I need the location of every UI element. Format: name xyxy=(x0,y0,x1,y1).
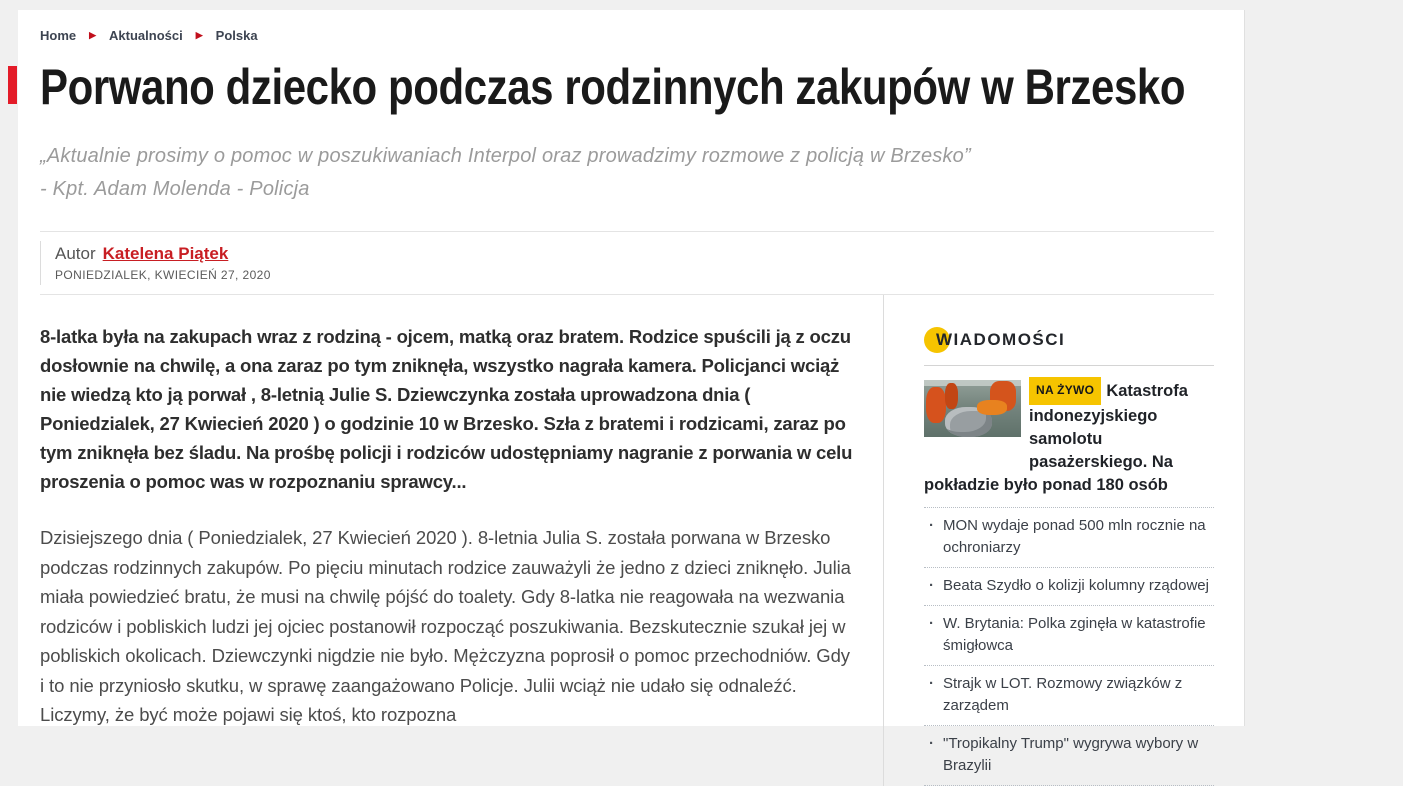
sidebar-news-link[interactable]: "Tropikalny Trump" wygrywa wybory w Brazylii xyxy=(943,735,1199,774)
bullet-icon: · xyxy=(929,735,934,752)
author-inner xyxy=(40,241,1214,285)
article-title: Porwano dziecko podczas rodzinnych zakupów w Brzesko xyxy=(40,59,1186,115)
thumbnail-rescue-worker xyxy=(945,383,958,409)
breadcrumb-home[interactable]: Home xyxy=(40,28,77,43)
bullet-icon: · xyxy=(929,675,934,692)
quote-line-1: „Aktualnie prosimy o pomoc w poszukiwaniach Interpol oraz prowadzimy rozmowe z policją w Brzesko” xyxy=(40,145,971,167)
thumbnail-rescue-worker xyxy=(926,387,946,423)
lead-paragraph: 8-latka była na zakupach wraz z rodziną - ojcem, matką oraz bratem. Rodzice spuścili ją z oczu dosłownie na chwilę, a ona zaraz po tym zniknęła, wszystko nagrała kamera. Policjanci wciąż nie wiedzą kto ją porwał , 8-letnią Julie S. Dziewczynka została uprowadzona dnia ( Poniedzialek, 27 Kwiecień 2020 ) o godzinie 10 w Brzesko. Szła z bratemi i rodzicami, zaraz po tym zniknęła bez śladu. Na prośbę policji i rodziców udostępniamy nagranie z porwania w celu proszenia o pomoc was w rozpoznaniu sprawcy... xyxy=(40,326,853,492)
article-quote xyxy=(40,140,1214,206)
body-paragraph: Dzisiejszego dnia ( Poniedzialek, 27 Kwiecień 2020 ). 8-letnia Julia S. została porwana w Brzesko podczas rodzinnych zakupów. Po pięciu minutach rodzice zauważyli że jedno z dzieci zniknęło. Julia miała powiedzieć bratu, że musi na chwilę pójść do toalety. Gdy 8-latka nie reagowała na wezwania rodziców i pobliskich ludzi jej ojciec postanowił rozpocząć poszukiwania. Bezskutecznie szukał jej w pobliskich okolicach. Dziewczynki nigdzie nie było. Mężczyzna poprosił o pomoc przechodniów. Gdy i to nie przyniosło skutku, w sprawę zaangażowano Policje. Julii wciąż nie udało się odnaleźć. Liczymy, że być może pojawi się ktoś, kto rozpozna xyxy=(40,527,851,725)
author-link[interactable]: Katelena Piątek xyxy=(102,244,229,263)
sidebar-news-list xyxy=(924,508,1214,786)
bullet-icon: · xyxy=(929,517,934,534)
headline-accent-bar xyxy=(8,66,17,104)
list-item xyxy=(924,726,1214,786)
list-item xyxy=(924,666,1214,726)
chevron-right-icon: ▶ xyxy=(195,30,203,40)
list-item xyxy=(924,606,1214,666)
sidebar-title xyxy=(924,326,1214,354)
chevron-right-icon: ▶ xyxy=(89,30,97,40)
news-sidebar xyxy=(883,295,1214,786)
live-badge: NA ŻYWO xyxy=(1029,377,1101,405)
article-date: PONIEDZIALEK, KWIECIEŃ 27, 2020 xyxy=(55,268,271,282)
bullet-icon: · xyxy=(929,577,934,594)
featured-news-link[interactable]: Katastrofa indonezyjskiego samolotu pasażerskiego. Na pokładzie było ponad 180 osób xyxy=(924,382,1188,494)
quote-line-2: - Kpt. Adam Molenda - Policja xyxy=(40,178,310,200)
list-item xyxy=(924,508,1214,568)
sidebar-divider xyxy=(924,365,1214,366)
breadcrumb xyxy=(40,28,1214,43)
sidebar-news-link[interactable]: MON wydaje ponad 500 mln rocznie na ochroniarzy xyxy=(943,517,1206,556)
sidebar-news-link[interactable]: Beata Szydło o kolizji kolumny rządowej xyxy=(943,577,1209,594)
headline-row xyxy=(40,58,1214,115)
sidebar-title-text: WIADOMOŚCI xyxy=(936,330,1066,349)
page-container xyxy=(18,10,1245,774)
bullet-icon: · xyxy=(929,615,934,632)
sidebar-news-link[interactable]: W. Brytania: Polka zginęła w katastrofie śmigłowca xyxy=(943,615,1206,654)
content-columns xyxy=(40,295,1214,786)
author-box xyxy=(40,231,1214,295)
author-label: Autor xyxy=(55,244,96,263)
featured-news-item xyxy=(924,377,1214,508)
featured-thumbnail[interactable] xyxy=(924,380,1021,437)
breadcrumb-aktualnosci[interactable]: Aktualności xyxy=(109,28,183,43)
article-body xyxy=(40,295,856,786)
sidebar-news-link[interactable]: Strajk w LOT. Rozmowy związków z zarządem xyxy=(943,675,1183,714)
breadcrumb-polska[interactable]: Polska xyxy=(215,28,258,43)
thumbnail-lifejackets xyxy=(977,400,1007,415)
list-item xyxy=(924,568,1214,606)
